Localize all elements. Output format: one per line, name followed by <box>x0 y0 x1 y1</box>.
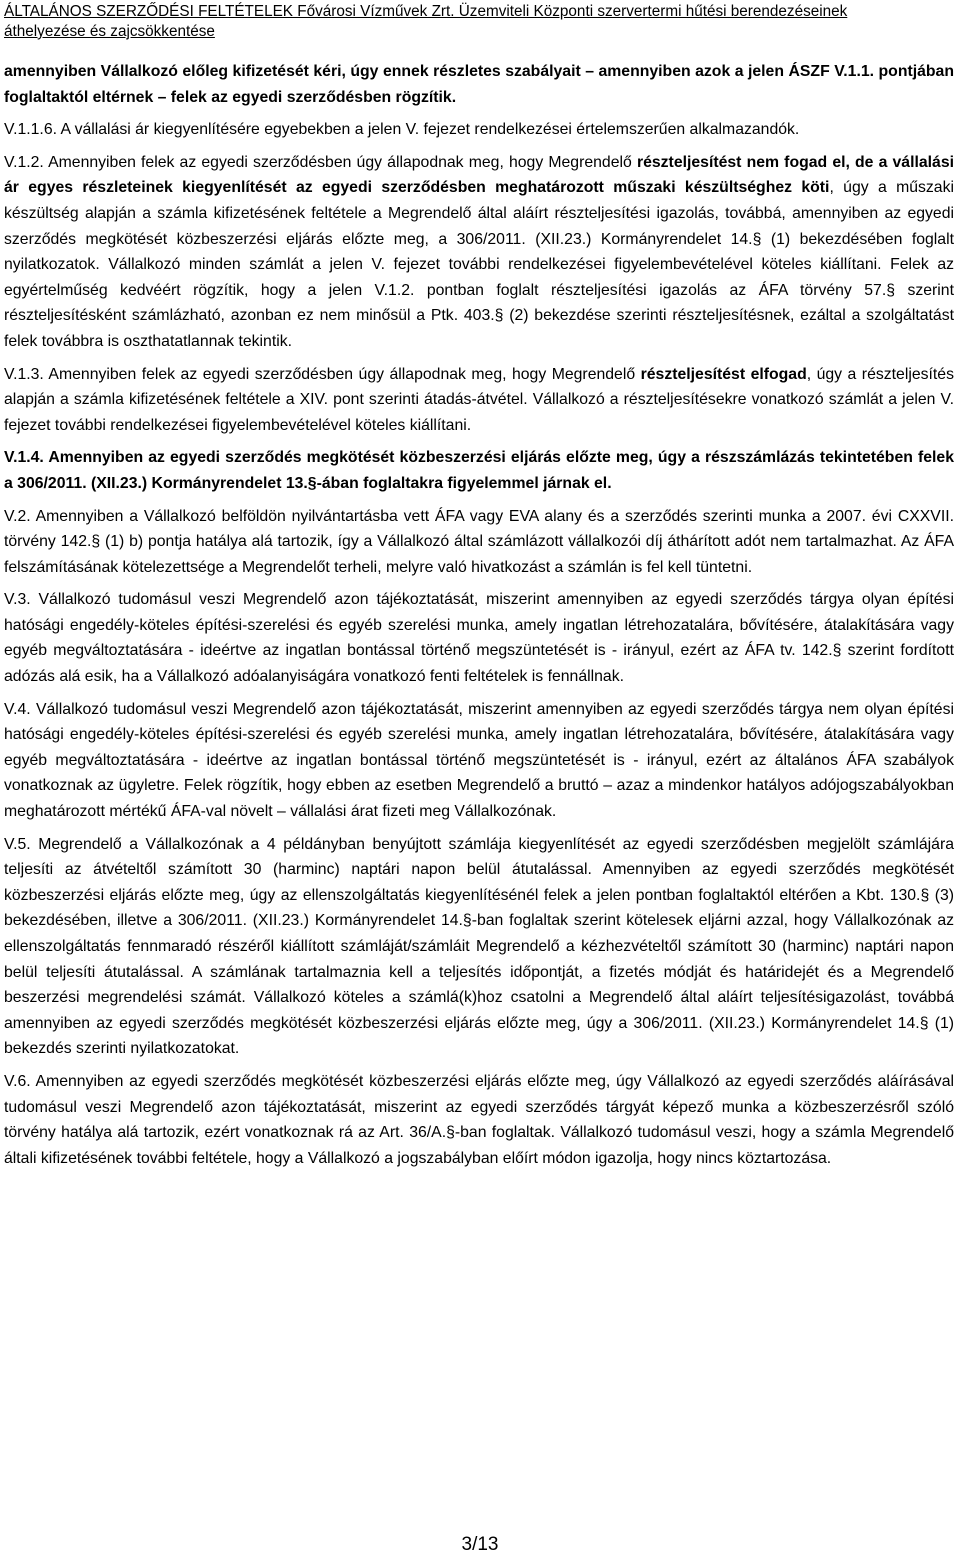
paragraph-v-4: V.4. Vállalkozó tudomásul veszi Megrendelő azon tájékoztatását, miszerint amennyiben az egyedi szerződés tárgya nem olyan építési hatósági engedély-köteles építési-szerelési és egyéb szerelési munka, amely ingatlan létrehozatalára, bővítésére, átalakítására vagy egyéb megváltoztatására - ideértve az ingatlan bontással történő megszüntetését is - irányul, ezért az általános ÁFA szabályok vonatkoznak az ügyletre. Felek rögzítik, hogy ebben az esetben Megrendelő a bruttó – azaz a mindenkor hatályos adójogszabályokban meghatározott mértékű ÁFA-val növelt – vállalási árat fizeti meg Vállalkozónak. <box>4 700 954 821</box>
paragraph-v-5: V.5. Megrendelő a Vállalkozónak a 4 példányban benyújtott számlája kiegyenlítését az egyedi szerződésben megjelölt számlájára teljesíti az átvételtől számított 30 (harminc) naptári napon belül átutalással. Amennyiben az egyedi szerződés megkötését közbeszerzési eljárás előzte meg, úgy az ellenszolgáltatás kiegyenlítésénél felek a jelen pontban foglaltaktól eltérően a Kbt. 130.§ (3) bekezdésében, illetve a 306/2011. (XII.23.) Kormányrendelet 14.§-ban foglaltak szerint kötelesek eljárni azzal, hogy Vállalkozónak az ellenszolgáltatás fennmaradó részéről kiállított számláját/számláit Megrendelő a kézhezvételtől számított 30 (harminc) naptári napon belül teljesíti átutalással. A számlának tartalmaznia kell a teljesítés időpontját, a fizetés módját és határidejét és a Megrendelő beszerzési megrendelési számát. Vállalkozó köteles a számlá(k)hoz csatolni a Megrendelő által aláírt teljesítésigazolást, továbbá amennyiben az egyedi szerződés megkötését közbeszerzési eljárás előzte meg, úgy a 306/2011. (XII.23.) Kormányrendelet 14.§ (1) bekezdés szerinti nyilatkozatokat. <box>4 835 954 1058</box>
document-body <box>4 59 954 1178</box>
paragraph-bold-text: részteljesítést nem fogad el, de a vállalási ár egyes részleteinek kiegyenlítését az egyedi szerződésben meghatározott műszaki készültséghez köti <box>4 153 954 197</box>
paragraph-v-1-3 <box>4 362 954 439</box>
header-title-line-2: áthelyezése és zajcsökkentése <box>4 23 215 40</box>
paragraph-advance-payment <box>4 59 954 110</box>
paragraph-v-6: V.6. Amennyiben az egyedi szerződés megkötését közbeszerzési eljárás előzte meg, úgy Vállalkozó az egyedi szerződés aláírásával tudomásul veszi Megrendelő azon tájékoztatását, miszerint az egyedi szerződés tárgyát képező munka a közbeszerzésről szóló törvény hatálya alá tartozik, ezért vonatkoznak rá az Art. 36/A.§-ban foglaltak. Vállalkozó tudomásul veszi, hogy a számla Megrendelő általi kifizetésének további feltétele, hogy a Vállalkozó a jogszabályban előírt módon igazolja, hogy nincs köztartozása. <box>4 1072 954 1167</box>
paragraph-v-3: V.3. Vállalkozó tudomásul veszi Megrendelő azon tájékoztatását, miszerint amennyiben az egyedi szerződés tárgya olyan építési hatósági engedély-köteles építési-szerelési és egyéb szerelési munka, amely ingatlan létrehozatalára, bővítésére, átalakítására vagy egyéb megváltoztatására - ideértve az ingatlan bontással történő megszüntetését is - irányul, ezért az ÁFA tv. 142.§ szerint fordított adózás alá esik, ha a Vállalkozó adóalanyiságára vonatkozó fenti feltételek is fennállnak. <box>4 591 954 686</box>
paragraph-bold-text: részteljesítést elfogad <box>640 365 807 383</box>
paragraph-text: , úgy a műszaki készültség alapján a számla kifizetésének feltétele a Megrendelő által aláírt részteljesítési igazolás, továbbá, amennyiben az egyedi szerződés megkötését közbeszerzési eljárás előzte meg, a 306/2011. (XII.23.) Kormányrendelet 14.§ (1) bekezdésében foglalt nyilatkozatok. Vállalkozó minden számlát a jelen V. fejezet további rendelkezései figyelembevételével köteles kiállítani. Felek az egyértelműség kedvéért rögzítik, hogy a jelen V.1.2. pontban foglalt részteljesítési igazolás az ÁFA törvény 57.§ szerint részteljesítésként számlázható, azonban ez nem minősül a Ptk. 403.§ (2) bekezdése szerinti részteljesítésnek, ezáltal a szolgáltatást felek továbbra is oszthatatlannak tekintik. <box>4 179 955 350</box>
paragraph-text: , úgy a részteljesítés alapján a számla kifizetésének feltétele a XIV. pont szerinti átadás-átvétel. Vállalkozó a részteljesítésekre vonatkozó számlát a jelen V. fejezet további rendelkezései figyelembevételével köteles kiállítani. <box>4 365 954 434</box>
paragraph-v-2: V.2. Amennyiben a Vállalkozó belföldön nyilvántartásba vett ÁFA vagy EVA alany és a szerződés szerinti munka a 2007. évi CXXVII. törvény 142.§ (1) b) pontja hatálya alá tartozik, így a Vállalkozó által számlázott vállalkozói díj áthárított adót nem tartalmazhat. Az ÁFA felszámításának kötelezettsége a Megrendelőt terheli, melyre való hivatkozást a számlán is fel kell tüntetni. <box>4 507 954 576</box>
paragraph-bold-text: V.1.4. Amennyiben az egyedi szerződés megkötését közbeszerzési eljárás előzte meg, úgy a részszámlázás tekintetében felek a 306/2011. (XII.23.) Kormányrendelet 13.§-ában foglaltakra figyelemmel járnak el. <box>4 449 954 492</box>
paragraph-v-1-2 <box>4 150 954 355</box>
header-title-line-1: ÁLTALÁNOS SZERZŐDÉSI FELTÉTELEK Fővárosi Vízművek Zrt. Üzemviteli Központi szervertermi hűtési berendezéseinek <box>4 3 848 20</box>
paragraph-bold-text: amennyiben Vállalkozó előleg kifizetését kéri, úgy ennek részletes szabályait – amennyiben azok a jelen ÁSZF V.1.1. pontjában foglaltaktól eltérnek – felek az egyedi szerződésben rögzítik. <box>4 63 954 106</box>
paragraph-v-1-1-6: V.1.1.6. A vállalási ár kiegyenlítésére egyebekben a jelen V. fejezet rendelkezései értelemszerűen alkalmazandók. <box>4 121 800 139</box>
page-number: 3/13 <box>461 1534 499 1555</box>
paragraph-text: V.1.2. Amennyiben felek az egyedi szerződésben úgy állapodnak meg, hogy Megrendelő <box>4 153 637 171</box>
page-header <box>4 2 958 42</box>
paragraph-v-1-4 <box>4 445 954 496</box>
paragraph-text: V.1.3. Amennyiben felek az egyedi szerződésben úgy állapodnak meg, hogy Megrendelő <box>4 365 641 383</box>
